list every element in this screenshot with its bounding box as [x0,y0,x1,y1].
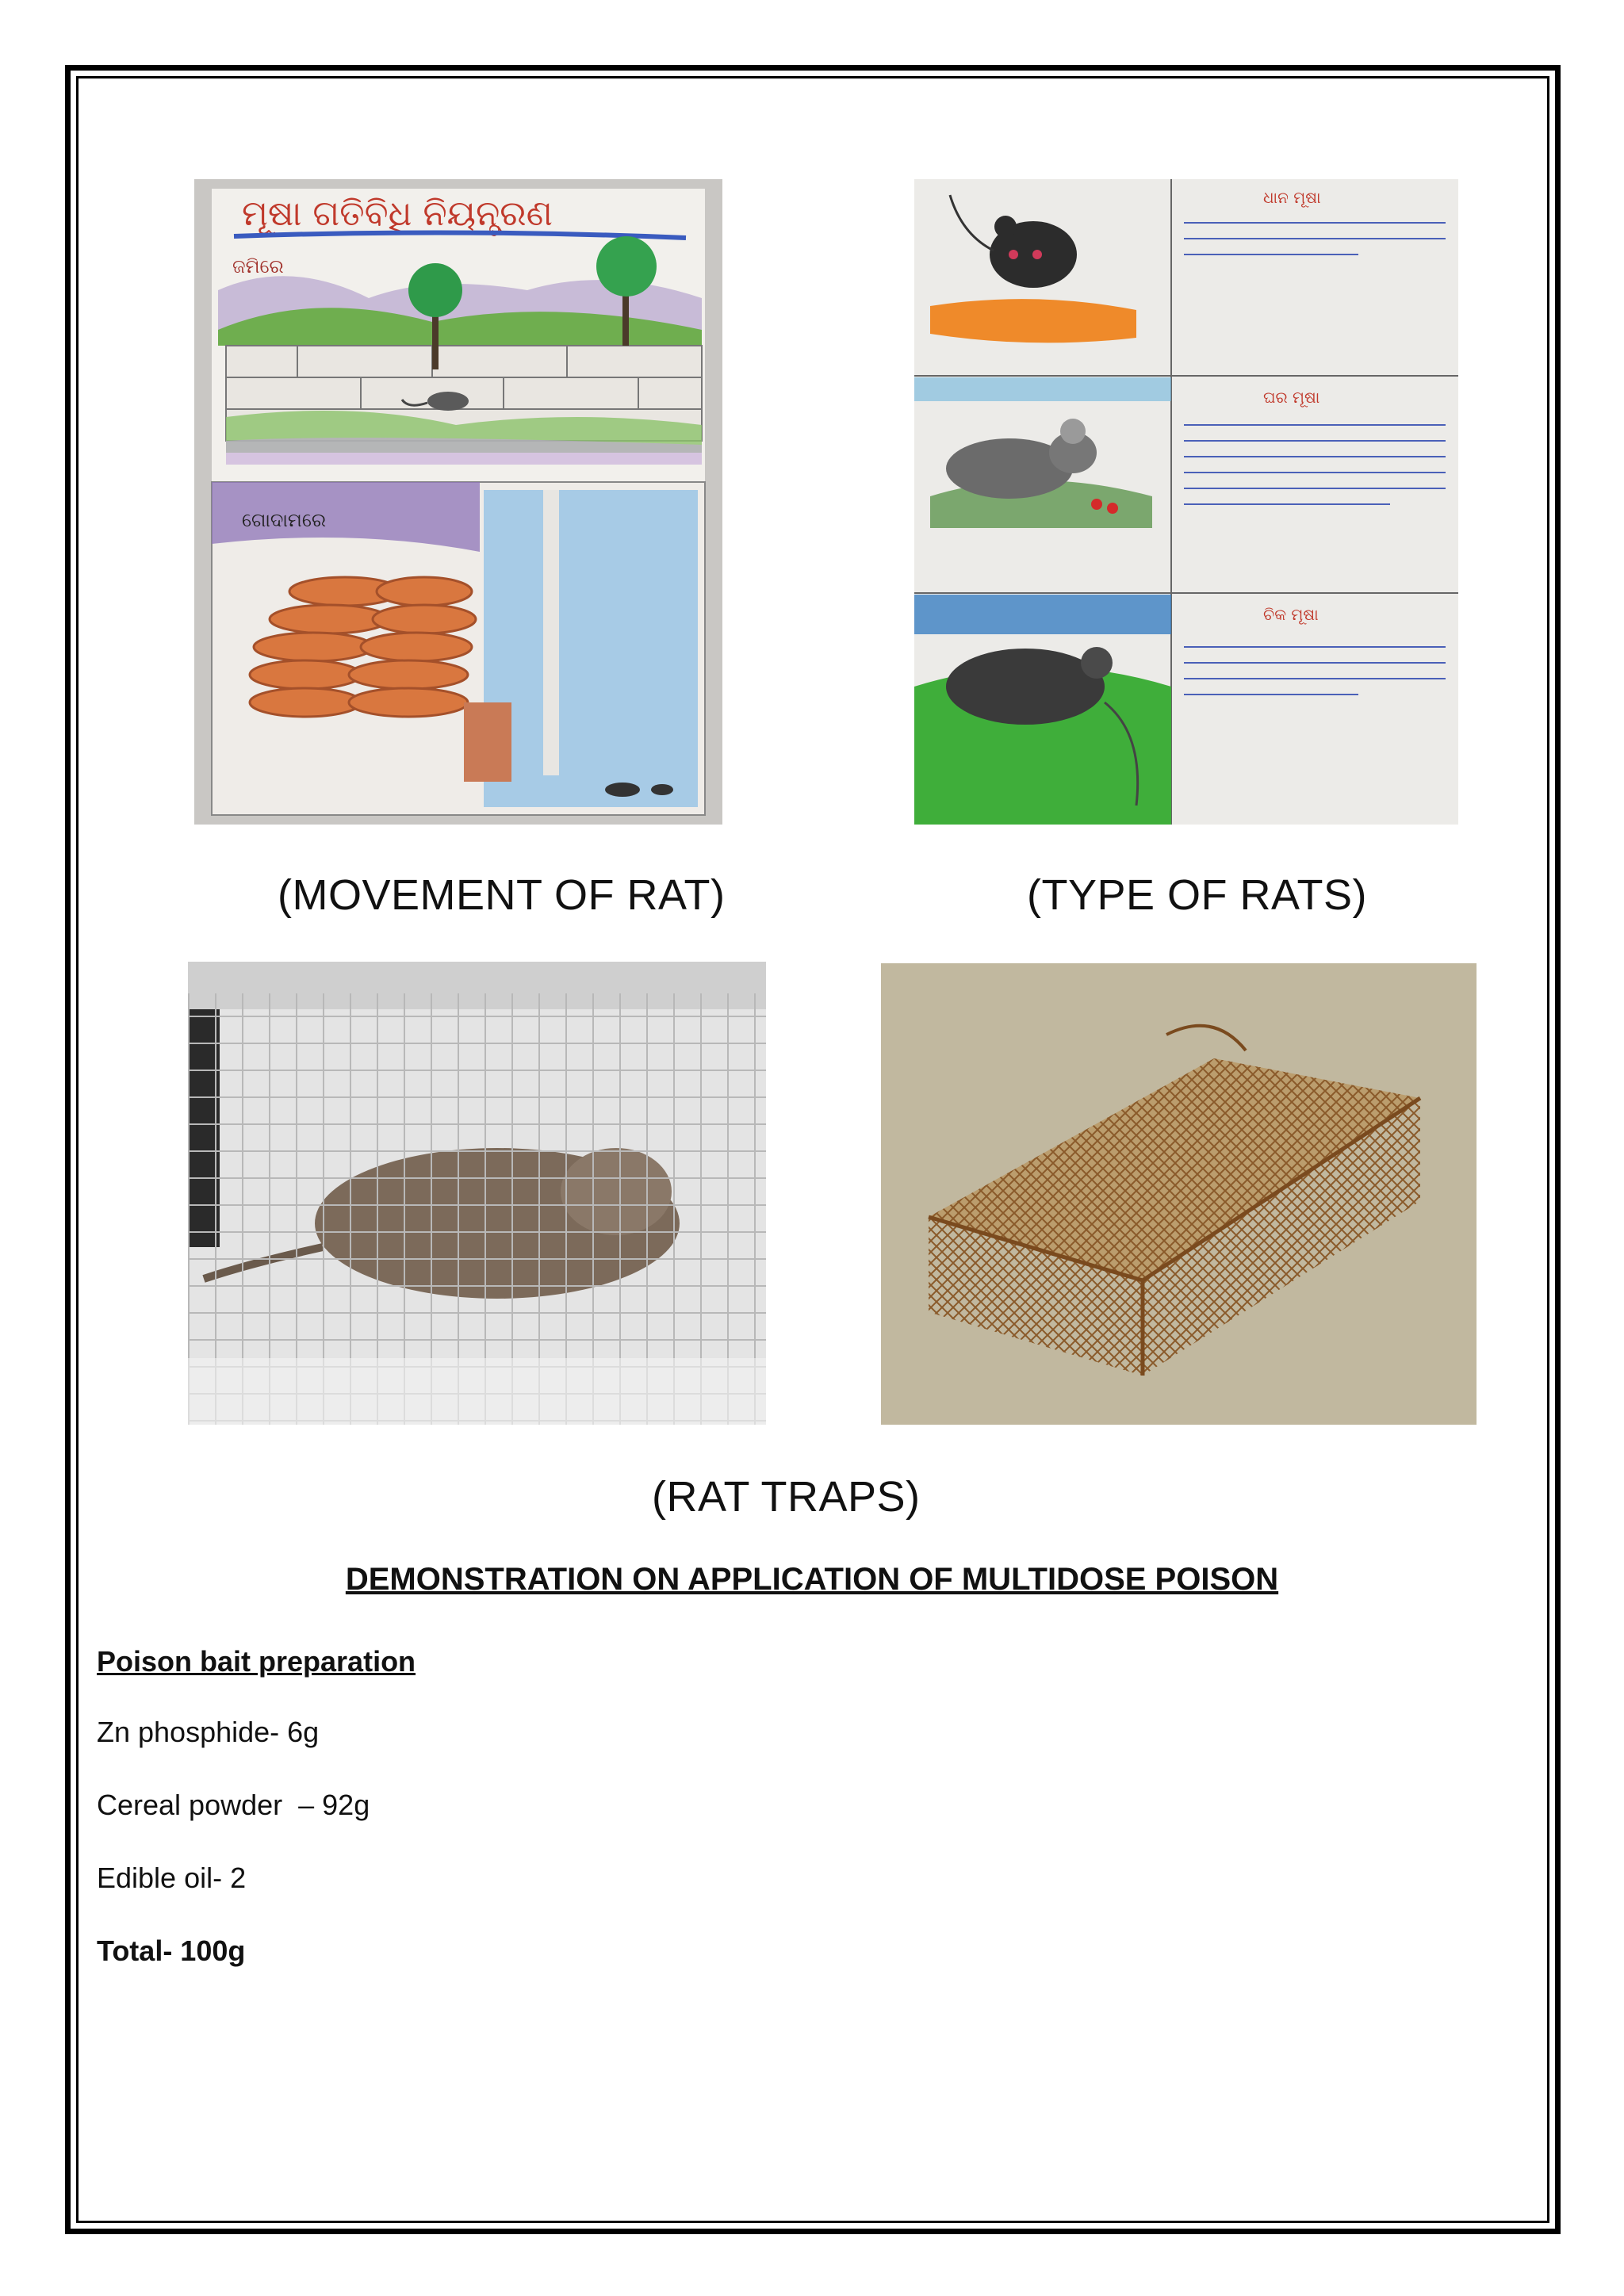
movement-poster-image [194,179,722,825]
section-subheading: Poison bait preparation [97,1645,416,1678]
ingredient-cereal-powder: Cereal powder – 92g [97,1789,370,1821]
poster-label-godown: ଗୋଦାମରେ [242,509,327,531]
svg-text:ଚିକ ମୂଷା: ଚିକ ମୂଷା [1263,605,1319,624]
svg-text:ଘର ମୂଷା: ଘର ମୂଷା [1263,388,1320,407]
ingredient-edible-oil: Edible oil- 2 [97,1862,247,1894]
movement-caption: (MOVEMENT OF RAT) [278,871,726,919]
rat-types-caption: (TYPE OF RATS) [1027,871,1368,919]
poster-title: ମୂଷା ଗତିବିଧି ନିୟନ୍ତ୍ରଣ [242,193,553,234]
section-heading: DEMONSTRATION ON APPLICATION OF MULTIDOSE POISON [345,1562,1279,1597]
wire-cage-trap-image [188,962,766,1425]
rat-traps-caption: (RAT TRAPS) [652,1473,921,1521]
rat-types-poster-image [914,179,1458,825]
poster-label-field: ଜମିରେ [232,255,284,277]
bait-total: Total- 100g [97,1934,246,1967]
mesh-box-trap-image [881,963,1477,1425]
ingredient-zn-phosphide: Zn phosphide- 6g [97,1716,320,1748]
svg-text:ଧାନ ମୂଷା: ଧାନ ମୂଷା [1263,188,1321,207]
